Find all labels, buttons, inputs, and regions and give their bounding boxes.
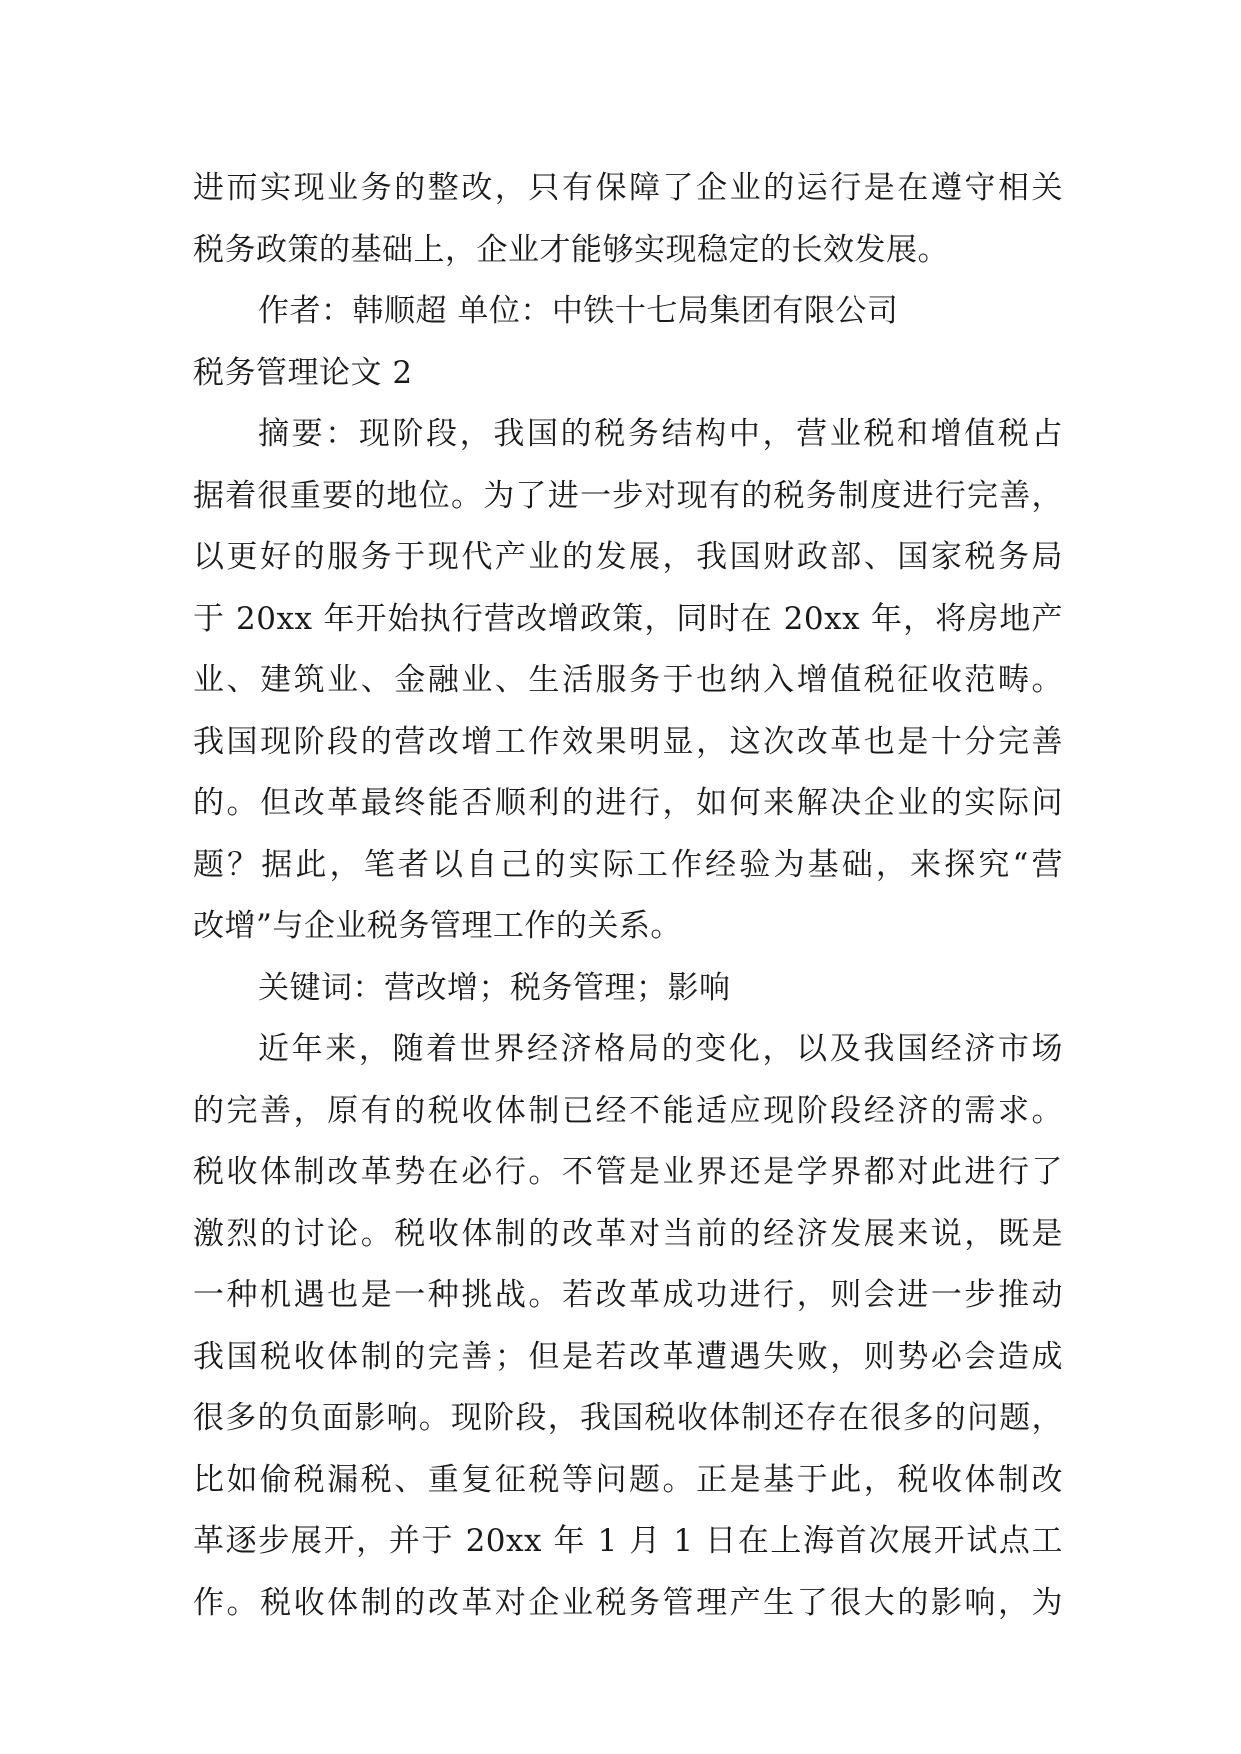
text-line: 于 20xx 年开始执行营改增政策，同时在 20xx 年，将房地产: [193, 600, 1063, 637]
text-line: 比如偷税漏税、重复征税等问题。正是基于此，税收体制改: [193, 1461, 1063, 1498]
section-title: 税务管理论文 2: [193, 354, 413, 391]
document-body: [193, 158, 1063, 1634]
author-line: 作者：韩顺超 单位：中铁十七局集团有限公司: [258, 293, 899, 329]
text-line: 近年来，随着世界经济格局的变化，以及我国经济市场: [258, 1031, 1063, 1067]
text-line: 改增”与企业税务管理工作的关系。: [193, 908, 682, 944]
keywords-line: 关键词：营改增；税务管理；影响: [258, 969, 731, 1006]
text-line: 业、建筑业、金融业、生活服务于也纳入增值税征收范畴。: [193, 662, 1063, 698]
abstract-line: 摘要：现阶段，我国的税务结构中，营业税和增值税占: [258, 416, 1063, 452]
text-line: 以更好的服务于现代产业的发展，我国财政部、国家税务局: [193, 539, 1063, 575]
text-line: 作。税收体制的改革对企业税务管理产生了很大的影响，为: [193, 1584, 1063, 1621]
text-line: 据着很重要的地位。为了进一步对现有的税务制度进行完善，: [193, 477, 1063, 514]
text-line: 我国税收体制的完善；但是若改革遭遇失败，则势必会造成: [193, 1338, 1063, 1375]
text-line: 的完善，原有的税收体制已经不能适应现阶段经济的需求。: [193, 1092, 1063, 1129]
text-line: 我国现阶段的营改增工作效果明显，这次改革也是十分完善: [193, 723, 1063, 760]
text-line: 税收体制改革势在必行。不管是业界还是学界都对此进行了: [193, 1154, 1063, 1190]
text-line: 一种机遇也是一种挑战。若改革成功进行，则会进一步推动: [193, 1277, 1063, 1313]
text-line: 题？据此，笔者以自己的实际工作经验为基础，来探究“营: [193, 846, 1063, 883]
text-line: 革逐步展开，并于 20xx 年 1 月 1 日在上海首次展开试点工: [193, 1523, 1063, 1559]
text-line: 激烈的讨论。税收体制的改革对当前的经济发展来说，既是: [193, 1215, 1063, 1252]
text-line: 税务政策的基础上，企业才能够实现稳定的长效发展。: [193, 231, 949, 268]
text-line: 的。但改革最终能否顺利的进行，如何来解决企业的实际问: [193, 785, 1063, 821]
text-line: 进而实现业务的整改，只有保障了企业的运行是在遵守相关: [193, 170, 1063, 206]
text-line: 很多的负面影响。现阶段，我国税收体制还存在很多的问题，: [193, 1400, 1063, 1436]
